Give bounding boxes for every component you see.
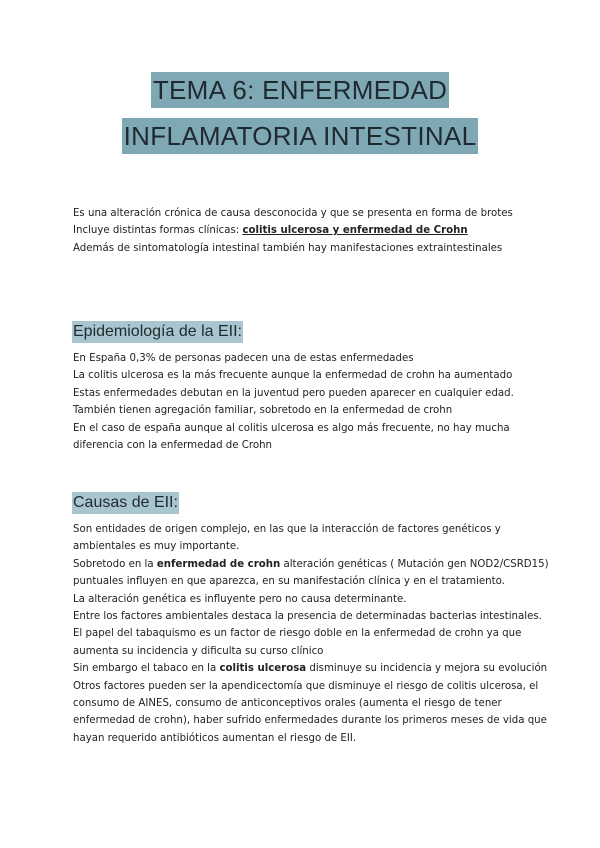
text-span: Sin embargo el tabaco en la xyxy=(73,663,220,675)
text-line: Además de sintomatología intestinal también hay manifestaciones extraintestinales xyxy=(73,242,503,254)
text-line: La colitis ulcerosa es la más frecuente aunque la enfermedad de crohn ha aumentado xyxy=(73,370,513,382)
title-line-2: INFLAMATORIA INTESTINAL xyxy=(122,118,479,154)
text-line: aumenta su incidencia y dificulta su curso clínico xyxy=(73,645,324,657)
emphasis-text: enfermedad de crohn xyxy=(156,558,281,570)
text-line xyxy=(73,556,549,573)
text-span: Sobretodo en la xyxy=(73,558,157,570)
text-line: consumo de AINES, consumo de anticonceptivos orales (aumenta el riesgo de tener xyxy=(73,698,502,710)
page-title xyxy=(0,72,600,154)
text-line: Entre los factores ambientales destaca la presencia de determinadas bacterias intestinales. xyxy=(73,611,542,623)
text-line xyxy=(73,222,543,239)
text-span: alteración genéticas ( Mutación gen NOD2/CSRD15) xyxy=(280,558,549,570)
text-span: disminuye su incidencia y mejora su evolución xyxy=(306,663,548,675)
text-line xyxy=(73,660,548,677)
causas-paragraph xyxy=(73,521,549,747)
text-line: En el caso de españa aunque al colitis ulcerosa es algo más frecuente, no hay mucha xyxy=(73,422,510,434)
intro-paragraph xyxy=(73,205,543,257)
text-line: enfermedad de crohn), haber sufrido enfermedades durante los primeros meses de vida que xyxy=(73,715,547,727)
section-heading-causas: Causas de EII: xyxy=(72,492,179,514)
text-line: hayan requerido antibióticos aumentan el riesgo de EII. xyxy=(73,732,357,744)
section-heading-epidemiologia: Epidemiología de la EII: xyxy=(72,321,243,343)
text-line: En España 0,3% de personas padecen una de estas enfermedades xyxy=(73,353,414,364)
text-line: También tienen agregación familiar, sobretodo en la enfermedad de crohn xyxy=(73,405,453,417)
text-line: El papel del tabaquismo es un factor de riesgo doble en la enfermedad de crohn ya que xyxy=(73,628,522,640)
text-line: Son entidades de origen complejo, en las que la interacción de factores genéticos y xyxy=(73,524,501,535)
title-line-1: TEMA 6: ENFERMEDAD xyxy=(151,72,449,108)
text-line: ambientales es muy importante. xyxy=(73,541,240,553)
text-line: Estas enfermedades debutan en la juventud pero pueden aparecer en cualquier edad. xyxy=(73,387,514,399)
text-line: Otros factores pueden ser la apendicectomía que disminuye el riesgo de colitis ulcerosa, el xyxy=(73,680,539,692)
text-line: Es una alteración crónica de causa desconocida y que se presenta en forma de brotes xyxy=(73,208,513,219)
epidemiologia-paragraph xyxy=(73,350,543,454)
emphasis-text: colitis ulcerosa xyxy=(219,663,307,675)
text-span: Incluye distintas formas clínicas: xyxy=(73,225,243,237)
text-line: puntuales influyen en que aparezca, en su manifestación clínica y en el tratamiento. xyxy=(73,576,505,588)
text-line: La alteración genética es influyente pero no causa determinante. xyxy=(73,593,407,605)
emphasis-text: colitis ulcerosa y enfermedad de Crohn xyxy=(242,225,468,237)
text-line: diferencia con la enfermedad de Crohn xyxy=(73,440,272,452)
